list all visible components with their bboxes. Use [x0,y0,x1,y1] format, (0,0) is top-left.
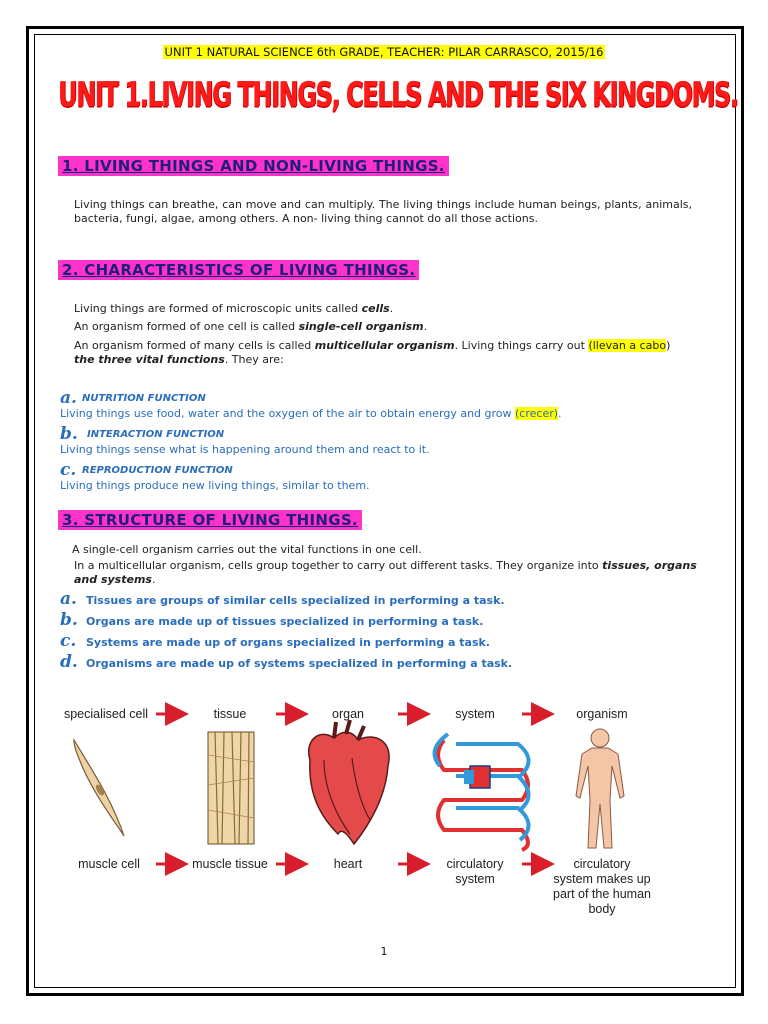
label-organism: organism [576,707,628,721]
structure-c-text: Systems are made up of organs specialized in performing a task. [86,636,490,649]
section3-line2: In a multicellular organism, cells group together to carry out different tasks. They organize into tissues, organs and systems. [74,559,697,586]
structure-b-text: Organs are made up of tissues specialized in performing a task. [86,615,484,628]
label-circulatory-system-body: circulatory system makes up part of the human body [553,857,651,916]
page-number: 1 [380,945,388,958]
label-tissue: tissue [213,707,247,721]
structure-a-text: Tissues are groups of similar cells specialized in performing a task. [86,594,505,607]
structure-b-letter: b. [60,610,78,630]
structure-c-letter: c. [60,631,77,651]
structure-a-letter: a. [60,589,77,609]
label-system: system [455,707,495,721]
circulatory-system-icon [435,734,529,850]
function-c-letter: c. [60,460,77,480]
cells-line: Living things are formed of microscopic units called cells. [74,302,394,315]
label-muscle-cell: muscle cell [78,857,140,871]
function-a-letter: a. [60,388,77,408]
function-a-desc: Living things use food, water and the oxygen of the air to obtain energy and grow (crecer). [60,407,562,420]
function-c-title: REPRODUCTION FUNCTION [82,465,233,476]
section2-heading: 2. CHARACTERISTICS OF LIVING THINGS. [58,260,419,280]
function-b-title: INTERACTION FUNCTION [87,429,225,440]
function-b-letter: b. [60,424,78,444]
label-heart: heart [333,857,363,871]
function-b-desc: Living things sense what is happening around them and react to it. [60,443,430,456]
section1-heading: 1. LIVING THINGS AND NON-LIVING THINGS. [58,156,449,176]
page-title: UNIT 1.LIVING THINGS, CELLS AND THE SIX KINGDOMS. [58,76,738,115]
single-cell-line: An organism formed of one cell is called single-cell organism. [74,320,428,333]
human-body-icon [576,729,624,848]
label-specialised-cell: specialised cell [63,707,149,721]
section3-heading: 3. STRUCTURE OF LIVING THINGS. [58,510,362,530]
muscle-tissue-icon [208,732,254,844]
label-circulatory-system: circulatory system [446,857,504,886]
section3-line1: A single-cell organism carries out the vital functions in one cell. [72,543,422,556]
label-muscle-tissue: muscle tissue [192,857,268,871]
function-a-title: NUTRITION FUNCTION [82,393,206,404]
multicellular-line: An organism formed of many cells is called multicellular organism. Living things carry out (llevan a cabo) the three vital functions. They are: [74,339,671,366]
structure-d-letter: d. [60,652,78,672]
muscle-cell-icon [74,740,124,836]
cell-to-organism-diagram [52,700,712,930]
label-organ: organ [332,707,364,721]
section1-text: Living things can breathe, can move and can multiply. The living things include human beings, plants, animals, bacteria, fungi, algae, among others. A non- living thing cannot do all those actions. [74,198,692,225]
heart-icon [309,720,389,844]
function-c-desc: Living things produce new living things, similar to them. [60,479,370,492]
structure-d-text: Organisms are made up of systems specialized in performing a task. [86,657,513,670]
page-header: UNIT 1 NATURAL SCIENCE 6th GRADE, TEACHER: PILAR CARRASCO, 2015/16 [164,45,604,59]
